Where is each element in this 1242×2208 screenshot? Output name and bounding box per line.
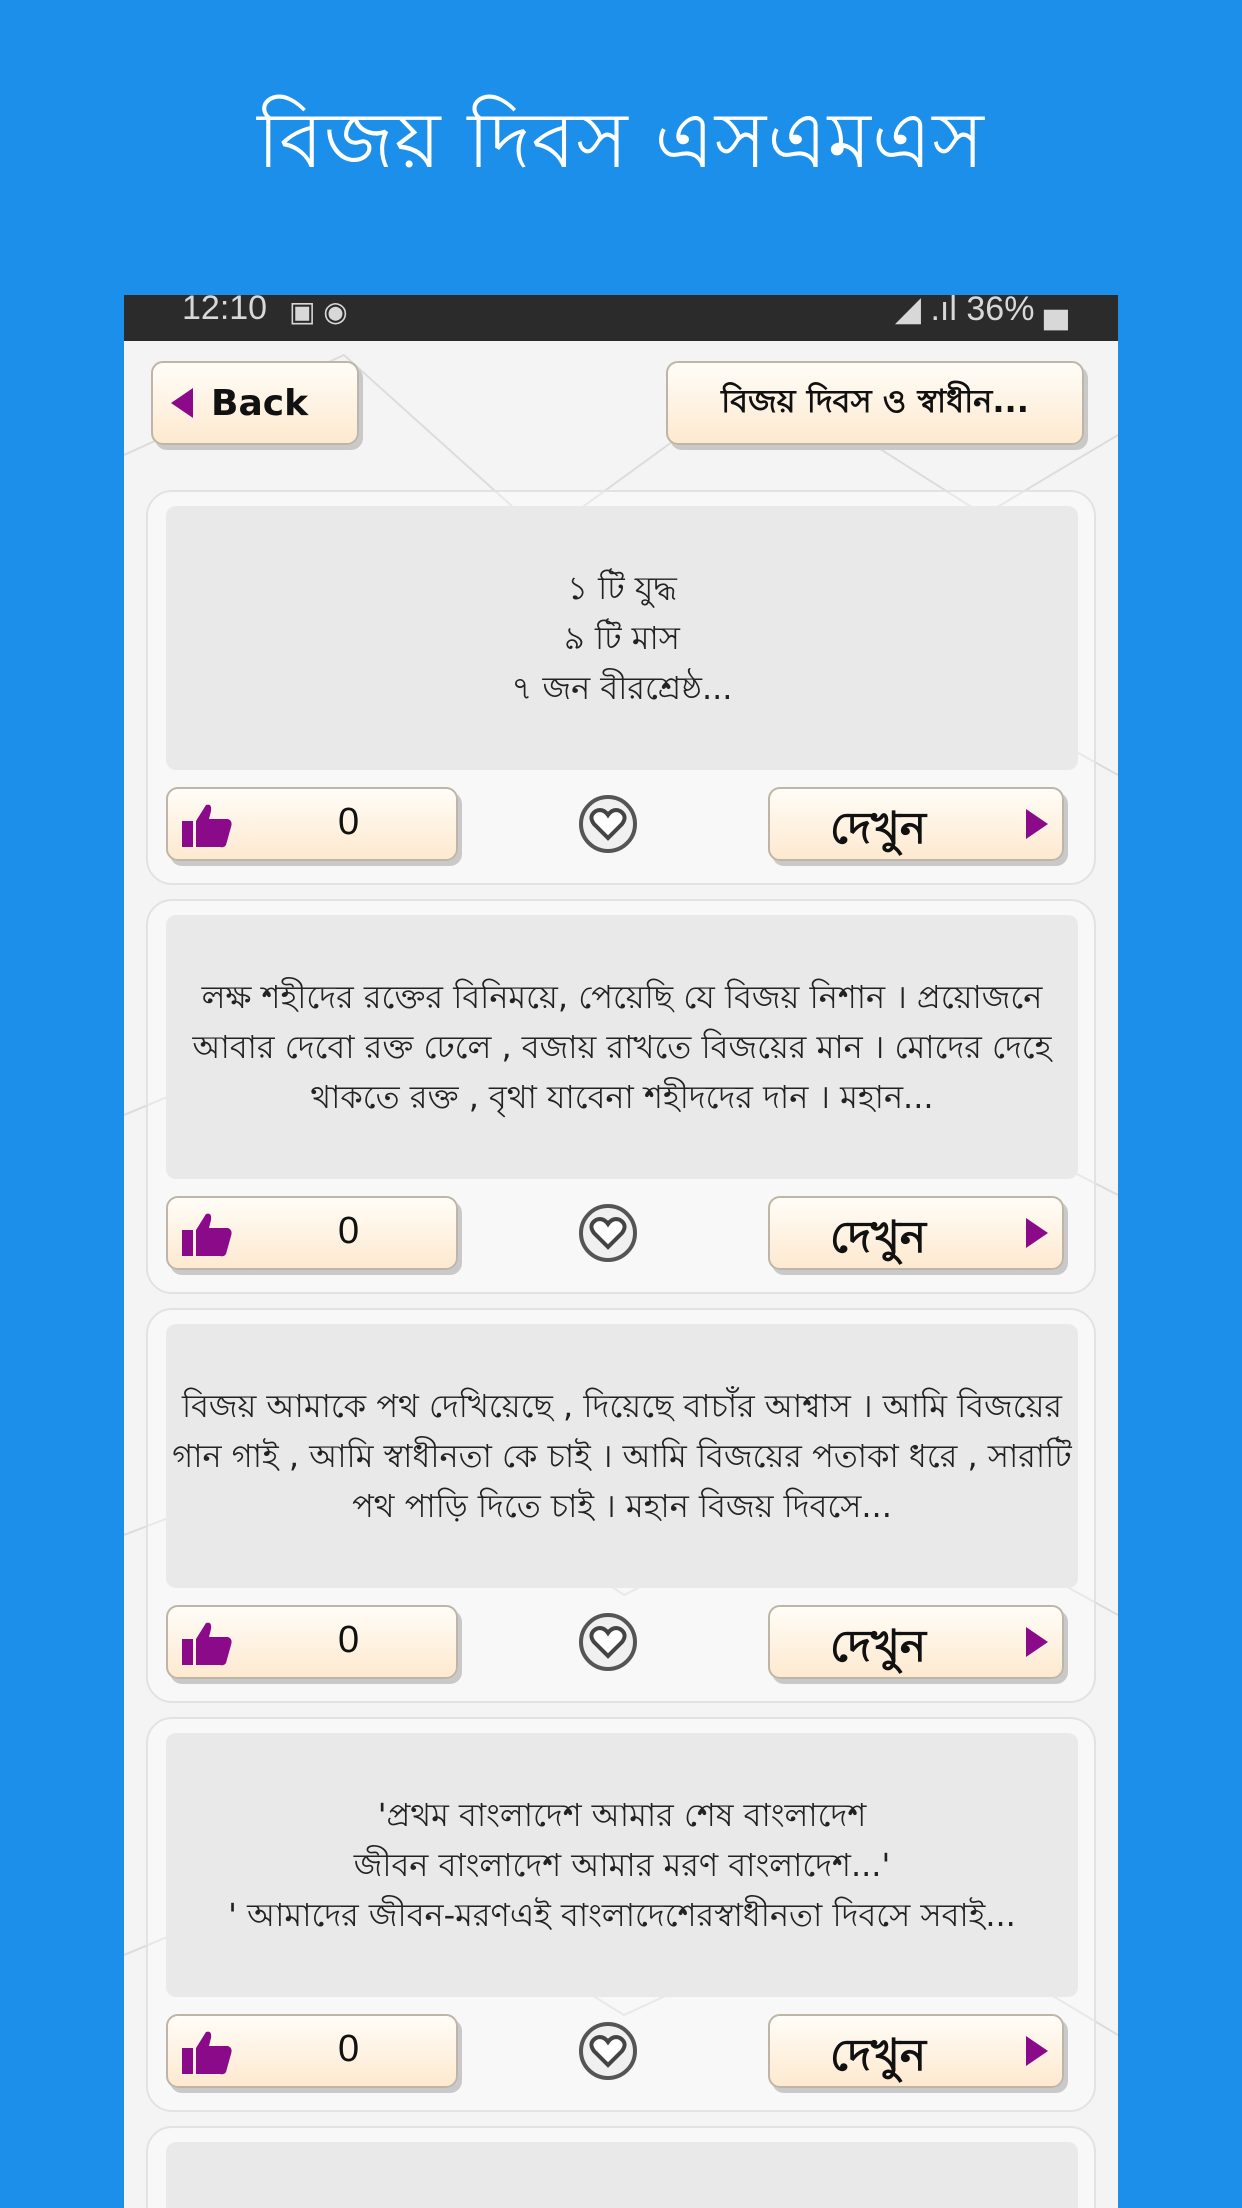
sms-card [146,490,1096,885]
heart-icon[interactable] [578,2021,638,2081]
sms-card [146,899,1096,1294]
category-label: বিজয় দিবস ও স্বাধীন... [721,382,1029,420]
like-count: 0 [338,801,360,843]
sms-text[interactable]: বিজয় আমাকে পথ দেখিয়েছে , দিয়েছে বাচাঁর আশ্বাস । আমি বিজয়ের গান গাই , আমি স্বাধীনতা কে চাই । আমি বিজয়ের পতাকা ধরে , সারাটি পথ পাড়ি দিতে চাই । মহান বিজয় দিবসে... [166,1324,1078,1588]
view-button[interactable] [768,2014,1064,2088]
sms-text[interactable]: লক্ষ শহীদের রক্তের বিনিময়ে, পেয়েছি যে বিজয় নিশান । প্রয়োজনে আবার দেবো রক্ত ঢেলে , বজায় রাখতে বিজয়ের মান । মোদের দেহে থাকতে রক্ত , বৃথা যাবেনা শহীদদের দান । মহান... [166,915,1078,1179]
like-count: 0 [338,1210,360,1252]
signal-icon: ◢ .ıl [894,295,957,328]
play-arrow-icon [1026,1218,1048,1248]
play-arrow-icon [1026,1627,1048,1657]
play-arrow-icon [1026,2036,1048,2066]
sms-text[interactable] [166,2142,1078,2208]
view-label: দেখুন [830,803,927,854]
heart-icon[interactable] [578,1203,638,1263]
view-label: দেখুন [830,2030,927,2081]
status-time: 12:10 [182,295,268,327]
category-button[interactable] [666,361,1084,445]
app-banner-title: বিজয় দিবস এসএমএস [257,96,985,186]
view-label: দেখুন [830,1621,927,1672]
view-button[interactable] [768,1605,1064,1679]
status-right [895,295,1068,329]
sms-card [146,1717,1096,2112]
thumbs-up-icon [180,2028,234,2076]
like-count: 0 [338,1619,360,1661]
back-label: Back [211,382,309,424]
like-button[interactable] [166,1605,458,1679]
back-arrow-icon [171,388,193,418]
status-bar [124,295,1118,341]
back-button[interactable] [151,361,359,445]
play-arrow-icon [1026,809,1048,839]
thumbs-up-icon [180,1210,234,1258]
sms-card [146,1308,1096,1703]
notification-icons: ▣ ◉ [289,296,348,327]
battery-icon: ▄ [1043,295,1068,328]
like-button[interactable] [166,2014,458,2088]
sms-text[interactable]: ১ টি যুদ্ধ ৯ টি মাস ৭ জন বীরশ্রেষ্ঠ... [166,506,1078,770]
phone-screenshot [124,295,1118,2208]
thumbs-up-icon [180,1619,234,1667]
like-button[interactable] [166,1196,458,1270]
like-button[interactable] [166,787,458,861]
view-button[interactable] [768,1196,1064,1270]
battery-percent: 36% [966,295,1035,328]
sms-card [146,2126,1096,2208]
view-button[interactable] [768,787,1064,861]
thumbs-up-icon [180,801,234,849]
heart-icon[interactable] [578,1612,638,1672]
sms-text[interactable]: 'প্রথম বাংলাদেশ আমার শেষ বাংলাদেশ জীবন বাংলাদেশ আমার মরণ বাংলাদেশ...' ' আমাদের জীবন-মরণএই বাংলাদেশেরস্বাধীনতা দিবসে সবাই... [166,1733,1078,1997]
heart-icon[interactable] [578,794,638,854]
like-count: 0 [338,2028,360,2070]
view-label: দেখুন [830,1212,927,1263]
